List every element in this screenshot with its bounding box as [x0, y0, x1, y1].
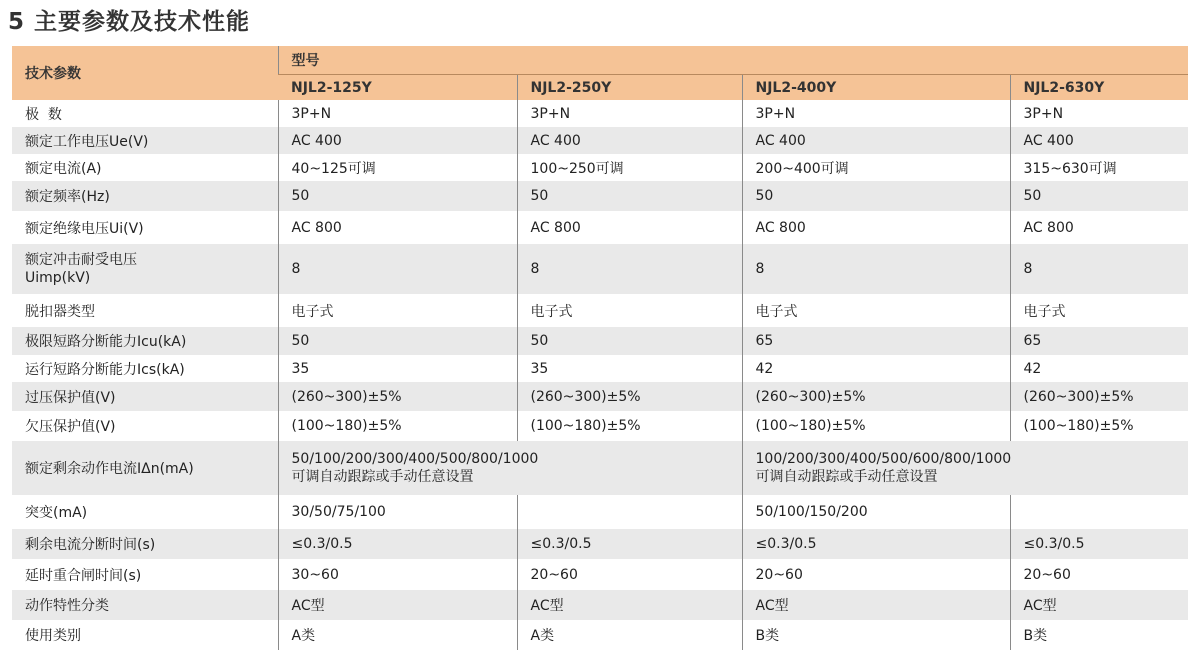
cell-value: 3P+N — [1010, 100, 1188, 127]
row-label: 额定绝缘电压Ui(V) — [12, 211, 278, 244]
model-name: NJL2-250Y — [517, 75, 742, 101]
table-row — [12, 590, 1188, 620]
row-label — [12, 244, 278, 294]
cell-value: 20~60 — [1010, 559, 1188, 590]
table-row — [12, 127, 1188, 154]
row-label-line: 额定冲击耐受电压 — [25, 252, 137, 268]
cell-value: ≤0.3/0.5 — [742, 529, 1010, 559]
row-label: 额定剩余动作电流IΔn(mA) — [12, 441, 278, 495]
row-label: 延时重合闸时间(s) — [12, 559, 278, 590]
cell-value — [517, 495, 742, 529]
table-row — [12, 529, 1188, 559]
table-row — [12, 559, 1188, 590]
cell-value: B类 — [742, 620, 1010, 650]
cell-value: 40~125可调 — [278, 154, 517, 181]
cell-value: B类 — [1010, 620, 1188, 650]
cell-value: AC 800 — [517, 211, 742, 244]
cell-value: 50 — [742, 181, 1010, 211]
row-label: 极限短路分断能力Icu(kA) — [12, 327, 278, 355]
row-label: 极 数 — [12, 100, 278, 127]
model-name: NJL2-630Y — [1010, 75, 1188, 101]
cell-value: ≤0.3/0.5 — [1010, 529, 1188, 559]
table-row — [12, 181, 1188, 211]
cell-value: (260~300)±5% — [1010, 382, 1188, 411]
table-row — [12, 244, 1188, 294]
cell-value: (100~180)±5% — [517, 411, 742, 441]
cell-value: AC 400 — [1010, 127, 1188, 154]
table-row — [12, 355, 1188, 382]
row-label: 剩余电流分断时间(s) — [12, 529, 278, 559]
cell-value: 50 — [278, 181, 517, 211]
cell-value: 电子式 — [517, 294, 742, 327]
cell-value: 50 — [517, 181, 742, 211]
table-row — [12, 327, 1188, 355]
cell-value: 3P+N — [278, 100, 517, 127]
cell-value: 42 — [1010, 355, 1188, 382]
value-line: 50/100/200/300/400/500/800/1000 — [291, 451, 539, 467]
cell-value: 8 — [742, 244, 1010, 294]
cell-value-merged — [742, 441, 1188, 495]
cell-value: AC型 — [278, 590, 517, 620]
row-label-line: Uimp(kV) — [25, 270, 91, 286]
spec-table — [12, 46, 1188, 650]
cell-value: AC 400 — [742, 127, 1010, 154]
cell-value: A类 — [517, 620, 742, 650]
cell-value: 8 — [517, 244, 742, 294]
cell-value: 50 — [1010, 181, 1188, 211]
cell-value: (260~300)±5% — [517, 382, 742, 411]
cell-value: 50 — [517, 327, 742, 355]
cell-value-merged — [278, 441, 742, 495]
cell-value: 30~60 — [278, 559, 517, 590]
cell-value: 3P+N — [742, 100, 1010, 127]
table-row — [12, 211, 1188, 244]
table-row — [12, 495, 1188, 529]
header-param-cell: 技术参数 — [12, 46, 278, 100]
cell-value: (260~300)±5% — [742, 382, 1010, 411]
row-label: 动作特性分类 — [12, 590, 278, 620]
cell-value: 35 — [517, 355, 742, 382]
cell-value: AC 400 — [517, 127, 742, 154]
cell-value: ≤0.3/0.5 — [278, 529, 517, 559]
cell-value: 30/50/75/100 — [278, 495, 517, 529]
table-row — [12, 411, 1188, 441]
cell-value: 20~60 — [742, 559, 1010, 590]
cell-value: ≤0.3/0.5 — [517, 529, 742, 559]
model-name: NJL2-400Y — [742, 75, 1010, 101]
cell-value: 3P+N — [517, 100, 742, 127]
row-label: 额定工作电压Ue(V) — [12, 127, 278, 154]
header-model-cell: 型号 — [278, 46, 1188, 75]
cell-value: AC型 — [742, 590, 1010, 620]
cell-value: AC 800 — [278, 211, 517, 244]
row-label: 额定频率(Hz) — [12, 181, 278, 211]
row-label: 突变(mA) — [12, 495, 278, 529]
table-row — [12, 100, 1188, 127]
cell-value: A类 — [278, 620, 517, 650]
cell-value: 20~60 — [517, 559, 742, 590]
cell-value — [1010, 495, 1188, 529]
cell-value: (100~180)±5% — [1010, 411, 1188, 441]
table-row — [12, 294, 1188, 327]
row-label: 欠压保护值(V) — [12, 411, 278, 441]
row-label: 额定电流(A) — [12, 154, 278, 181]
cell-value: (100~180)±5% — [742, 411, 1010, 441]
cell-value: 42 — [742, 355, 1010, 382]
row-label: 使用类别 — [12, 620, 278, 650]
row-label: 脱扣器类型 — [12, 294, 278, 327]
value-line: 可调自动跟踪或手动任意设置 — [291, 469, 474, 485]
cell-value: 电子式 — [1010, 294, 1188, 327]
cell-value: AC型 — [1010, 590, 1188, 620]
cell-value: 200~400可调 — [742, 154, 1010, 181]
value-line: 100/200/300/400/500/600/800/1000 — [755, 451, 1012, 467]
cell-value: 电子式 — [278, 294, 517, 327]
section-title: 5 主要参数及技术性能 — [8, 9, 251, 35]
table-row — [12, 382, 1188, 411]
table-row — [12, 620, 1188, 650]
cell-value: 65 — [742, 327, 1010, 355]
cell-value: AC 400 — [278, 127, 517, 154]
row-label: 过压保护值(V) — [12, 382, 278, 411]
value-line: 可调自动跟踪或手动任意设置 — [755, 469, 938, 485]
cell-value: 8 — [278, 244, 517, 294]
cell-value: 50 — [278, 327, 517, 355]
cell-value: 35 — [278, 355, 517, 382]
table-row-residual — [12, 441, 1188, 495]
cell-value: 65 — [1010, 327, 1188, 355]
cell-value: AC 800 — [742, 211, 1010, 244]
cell-value: 50/100/150/200 — [742, 495, 1010, 529]
cell-value: 电子式 — [742, 294, 1010, 327]
cell-value: (260~300)±5% — [278, 382, 517, 411]
model-name: NJL2-125Y — [278, 75, 517, 101]
row-label: 运行短路分断能力Ics(kA) — [12, 355, 278, 382]
header-row — [12, 46, 1188, 75]
cell-value: 315~630可调 — [1010, 154, 1188, 181]
cell-value: AC型 — [517, 590, 742, 620]
cell-value: 8 — [1010, 244, 1188, 294]
cell-value: AC 800 — [1010, 211, 1188, 244]
cell-value: (100~180)±5% — [278, 411, 517, 441]
cell-value: 100~250可调 — [517, 154, 742, 181]
table-row — [12, 154, 1188, 181]
